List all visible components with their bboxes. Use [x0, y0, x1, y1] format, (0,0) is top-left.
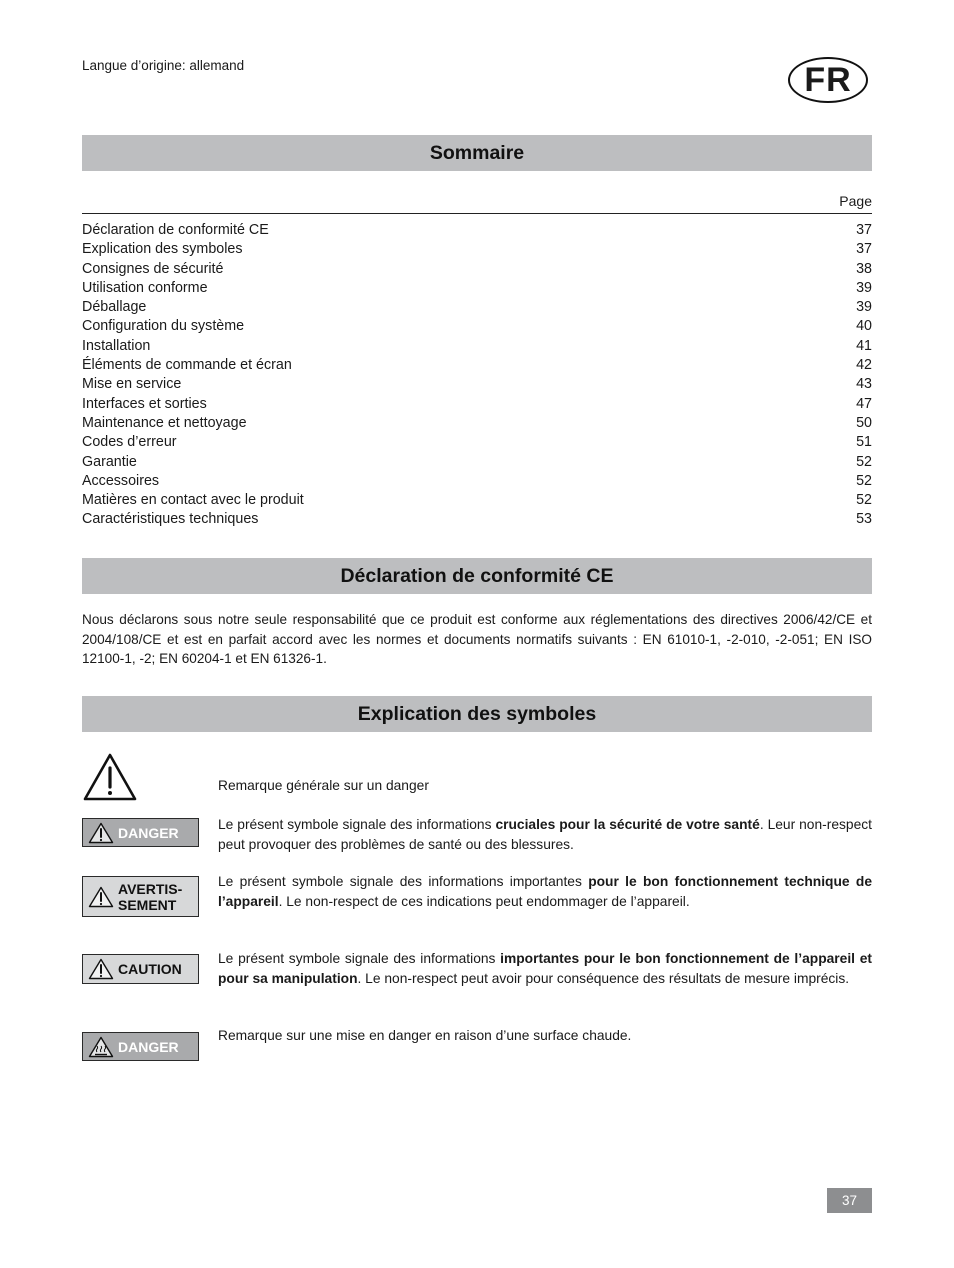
toc-entry-page: 52: [856, 472, 872, 489]
toc-entry-page: 50: [856, 414, 872, 431]
toc-entry: [82, 395, 872, 414]
warning-badge: [82, 876, 199, 917]
toc-entry: [82, 298, 872, 317]
caution-badge-label: CAUTION: [118, 961, 182, 977]
toc-entry-page: 53: [856, 511, 872, 528]
warning-triangle-icon: [88, 886, 114, 908]
toc-entry: [82, 491, 872, 510]
toc-entry-page: 47: [856, 395, 872, 412]
toc-entry-page: 39: [856, 279, 872, 296]
table-of-contents: [82, 221, 872, 530]
toc-entry-title: Éléments de commande et écran: [82, 357, 292, 374]
toc-divider: [82, 213, 872, 214]
toc-entry-page: 41: [856, 337, 872, 354]
toc-entry: [82, 472, 872, 491]
symbol-hot-text: Remarque sur une mise en danger en raison d’une surface chaude.: [218, 1028, 632, 1043]
toc-entry-title: Maintenance et nettoyage: [82, 414, 247, 431]
toc-entry-page: 51: [856, 434, 872, 451]
toc-entry: [82, 375, 872, 394]
toc-entry-title: Utilisation conforme: [82, 279, 208, 296]
origin-language-note: Langue d’origine: allemand: [82, 58, 245, 73]
toc-entry-title: Consignes de sécurité: [82, 260, 224, 277]
danger-warning-icon: [88, 822, 114, 844]
toc-entry-title: Déballage: [82, 299, 147, 316]
symbol-warning-text: Le présent symbole signale des informations importantes pour le bon fonctionnement technique de l’appareil. Le non-respect de ces indications peut endommager de l’appareil.: [218, 874, 872, 909]
toc-entry-page: 37: [856, 222, 872, 238]
toc-entry-title: Installation: [82, 337, 151, 354]
caution-badge: [82, 954, 199, 984]
toc-entry: [82, 317, 872, 336]
toc-page-label: Page: [839, 193, 872, 209]
toc-entry-page: 52: [856, 492, 872, 509]
toc-entry: [82, 279, 872, 298]
toc-entry: [82, 453, 872, 472]
warning-badge-label: AVERTIS- SEMENT: [118, 880, 183, 913]
toc-entry-page: 39: [856, 299, 872, 316]
toc-entry-title: Garantie: [82, 453, 137, 470]
toc-entry: [82, 510, 872, 529]
toc-entry-title: Configuration du système: [82, 318, 245, 335]
toc-entry-title: Explication des symboles: [82, 241, 243, 258]
symbol-general-text: Remarque générale sur un danger: [218, 778, 429, 793]
ce-declaration-text: Nous déclarons sous notre seule responsabilité que ce produit est conforme aux réglementations des directives 2006/42/CE et 2004/108/CE et est en parfait accord avec les normes et documents normatifs suivants : EN 61010-1, -2-010, -2-051; EN ISO 12100-1, -2; EN 60204-1 et EN 61326-1.: [82, 612, 872, 666]
section-title-toc: Sommaire: [82, 135, 872, 171]
toc-entry-title: Matières en contact avec le produit: [82, 492, 304, 509]
toc-entry-title: Accessoires: [82, 472, 160, 489]
language-badge: FR: [788, 57, 868, 103]
section-title-ce: Déclaration de conformité CE: [82, 558, 872, 594]
toc-entry-title: Mise en service: [82, 376, 182, 393]
toc-entry: [82, 337, 872, 356]
general-warning-icon: [82, 752, 138, 802]
page-number: 37: [827, 1188, 872, 1213]
toc-entry-title: Caractéristiques techniques: [82, 511, 259, 528]
toc-entry-page: 37: [856, 241, 872, 258]
toc-entry: [82, 356, 872, 375]
section-title-symbols: Explication des symboles: [82, 696, 872, 732]
toc-entry-page: 52: [856, 453, 872, 470]
symbol-caution-text: Le présent symbole signale des informations importantes pour le bon fonctionnement de l’appareil et pour sa manipulation. Le non-respect peut avoir pour conséquence des résultats de mesure imprécis.: [218, 951, 872, 986]
toc-entry: [82, 221, 872, 240]
toc-entry: [82, 414, 872, 433]
hot-surface-icon: [88, 1036, 114, 1058]
caution-triangle-icon: [88, 958, 114, 980]
toc-entry: [82, 240, 872, 259]
hot-surface-badge: [82, 1032, 199, 1061]
toc-entry-page: 42: [856, 357, 872, 374]
danger-badge: [82, 818, 199, 847]
toc-entry-page: 43: [856, 376, 872, 393]
toc-entry: [82, 260, 872, 279]
danger-badge-label: DANGER: [118, 824, 179, 841]
toc-entry-page: 40: [856, 318, 872, 335]
toc-entry: [82, 433, 872, 452]
toc-entry-title: Codes d’erreur: [82, 434, 177, 451]
toc-entry-page: 38: [856, 260, 872, 277]
hot-surface-badge-label: DANGER: [118, 1038, 179, 1055]
symbol-danger-text: Le présent symbole signale des informations cruciales pour la sécurité de votre santé. Leur non-respect peut provoquer des problèmes de santé ou des blessures.: [218, 817, 872, 852]
toc-entry-title: Interfaces et sorties: [82, 395, 207, 412]
toc-entry-title: Déclaration de conformité CE: [82, 222, 269, 238]
